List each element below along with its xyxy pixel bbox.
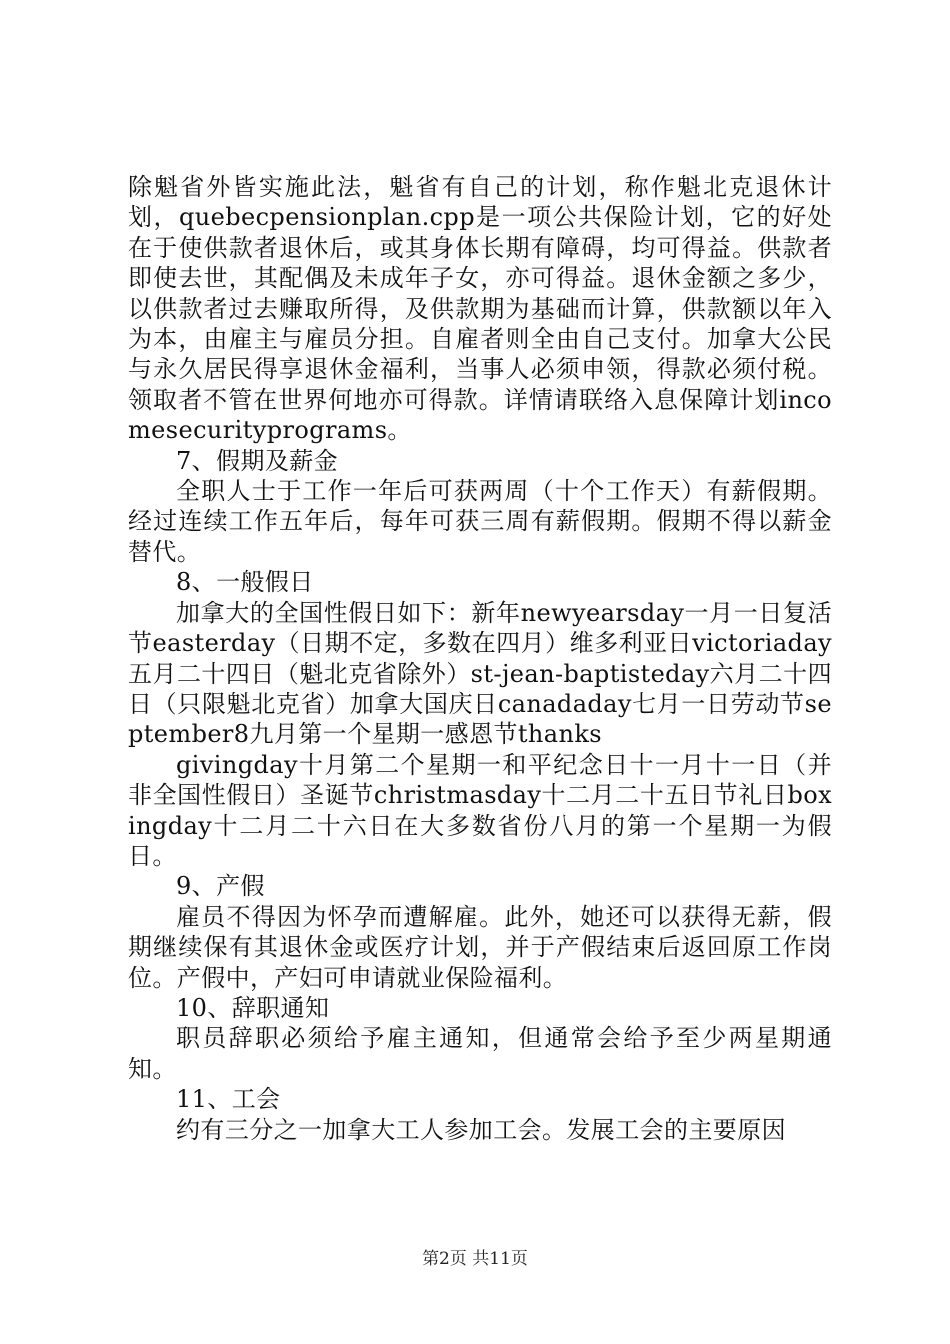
- section-heading-resignation-notice: 10、辞职通知: [176, 993, 330, 1022]
- paragraph-unions: 约有三分之一加拿大工人参加工会。发展工会的主要原因: [176, 1115, 786, 1144]
- paragraph-maternity-leave: 雇员不得因为怀孕而遭解雇。此外，她还可以获得无薪，假期继续保有其退休金或医疗计划，并于产假结束后返回原工作岗位。产假中，产妇可申请就业保险福利。: [128, 902, 832, 992]
- page-number-footer: 第2页 共11页: [422, 1249, 528, 1269]
- section-heading-maternity-leave: 9、产假: [176, 872, 265, 901]
- section-heading-unions: 11、工会: [176, 1085, 281, 1114]
- paragraph-pension-plan: 除魁省外皆实施此法，魁省有自己的计划，称作魁北克退休计划，quebecpensionplan.cpp是一项公共保险计划，它的好处在于使供款者退休后，或其身体长期有障碍，均可得益。供款者即使去世，其配偶及未成年子女，亦可得益。退休金额之多少，以供款者过去赚取所得，及供款期为基础而计算，供款额以年入为本，由雇主与雇员分担。自雇者则全由自己支付。加拿大公民与永久居民得享退休金福利，当事人必须申领，得款必须付税。领取者不管在世界何地亦可得款。详情请联络入息保障计划incomesecurityprograms。: [128, 173, 832, 445]
- paragraph-vacation-pay: 全职人士于工作一年后可获两周（十个工作天）有薪假期。经过连续工作五年后，每年可获三周有薪假期。假期不得以薪金替代。: [128, 477, 832, 566]
- section-heading-public-holidays: 8、一般假日: [176, 568, 314, 597]
- document-body: [128, 172, 832, 1145]
- paragraph-public-holidays-continued: givingday十月第二个星期一和平纪念日十一月十一日（并非全国性假日）圣诞节christmasday十二月二十五日节礼日boxingday十二月二十六日在大多数省份八月的第一个星期一为假日。: [128, 750, 832, 870]
- section-heading-vacation-pay: 7、假期及薪金: [176, 446, 339, 475]
- paragraph-resignation-notice: 职员辞职必须给予雇主通知，但通常会给予至少两星期通知。: [128, 1024, 832, 1083]
- paragraph-public-holidays-list: 加拿大的全国性假日如下：新年newyearsday一月一日复活节easterday（日期不定，多数在四月）维多利亚日victoriaday五月二十四日（魁北克省除外）st-jean-baptisteday六月二十四日（只限魁北克省）加拿大国庆日canadaday七月一日劳动节september8九月第一个星期一感恩节thanks: [128, 598, 832, 749]
